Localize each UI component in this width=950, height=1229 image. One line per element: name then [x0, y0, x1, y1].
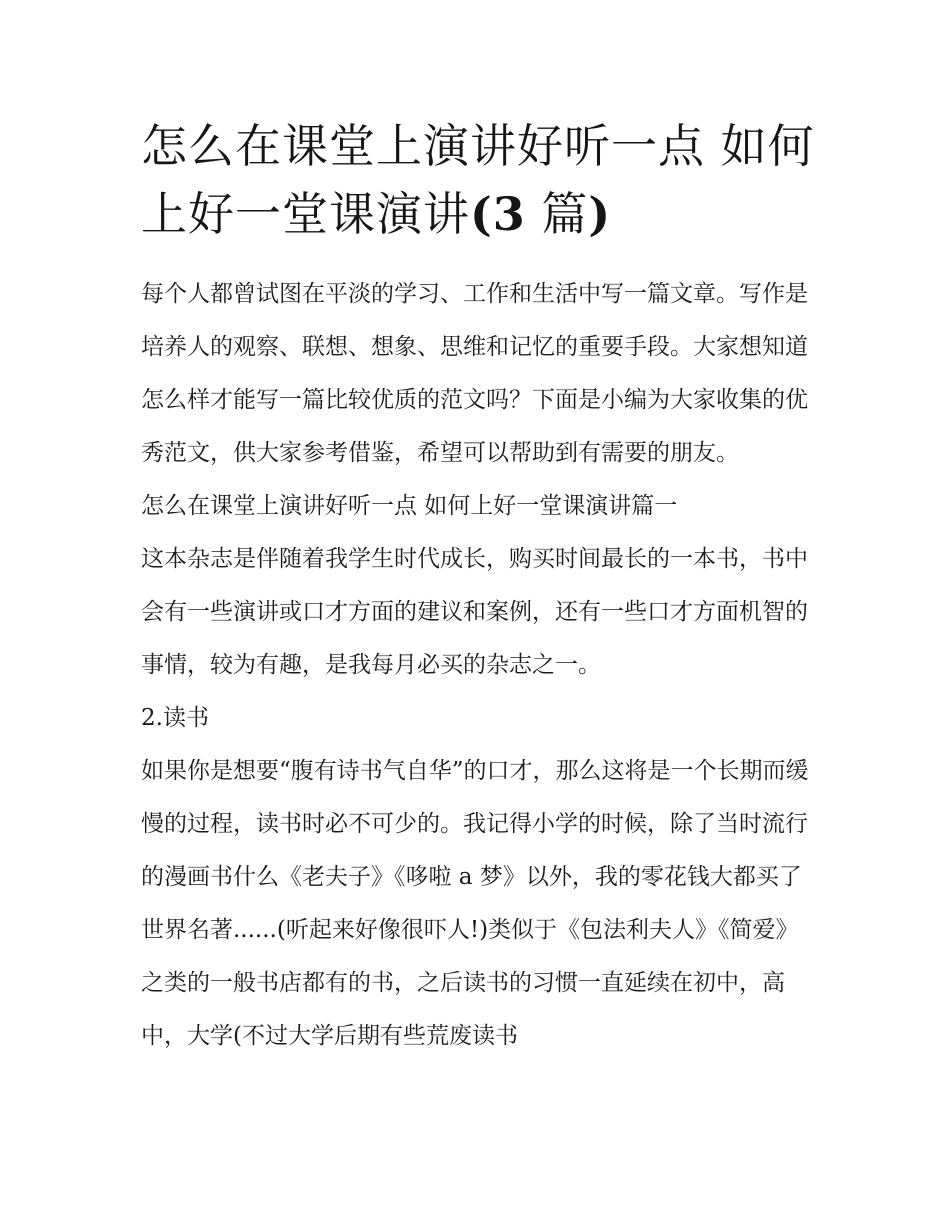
title-count-open: (3	[470, 187, 526, 241]
intro-paragraph: 每个人都曾试图在平淡的学习、工作和生活中写一篇文章。写作是培养人的观察、联想、想象、思维和记忆的重要手段。大家想知道怎么样才能写一篇比较优质的范文吗？下面是小编为大家收集的优秀范文，供大家参考借鉴，希望可以帮助到有需要的朋友。	[141, 281, 808, 466]
paragraph-magazine: 这本杂志是伴随着我学生时代成长，购买时间最长的一本书，书中会有一些演讲或口才方面的建议和案例，还有一些口才方面机智的事情，较为有趣，是我每月必买的杂志之一。	[141, 546, 808, 678]
document-title	[141, 112, 821, 248]
paragraph-reading: 如果你是想要“腹有诗书气自华”的口才，那么这将是一个长期而缓慢的过程，读书时必不可少的。我记得小学的时候，除了当时流行的漫画书什么《老夫子》《哆啦 a 梦》以外，我的零花钱大都买了世界名著......(听起来好像很吓人!)类似于《包法利夫人》《简爱》之类的一般书店都有的书，之后读书的习惯一直延续在初中，高中，大学(不过大学后期有些荒废读书	[141, 758, 809, 1049]
title-count-close: )	[588, 187, 612, 241]
section-heading: 怎么在课堂上演讲好听一点 如何上好一堂课演讲篇一	[141, 493, 678, 519]
title-text: 怎么在课堂上演讲好听一点 如何上好一堂课演讲	[141, 119, 815, 241]
subheading-reading: 2.读书	[141, 705, 209, 731]
document-body	[141, 112, 821, 1063]
title-count-unit: 篇	[525, 187, 589, 241]
